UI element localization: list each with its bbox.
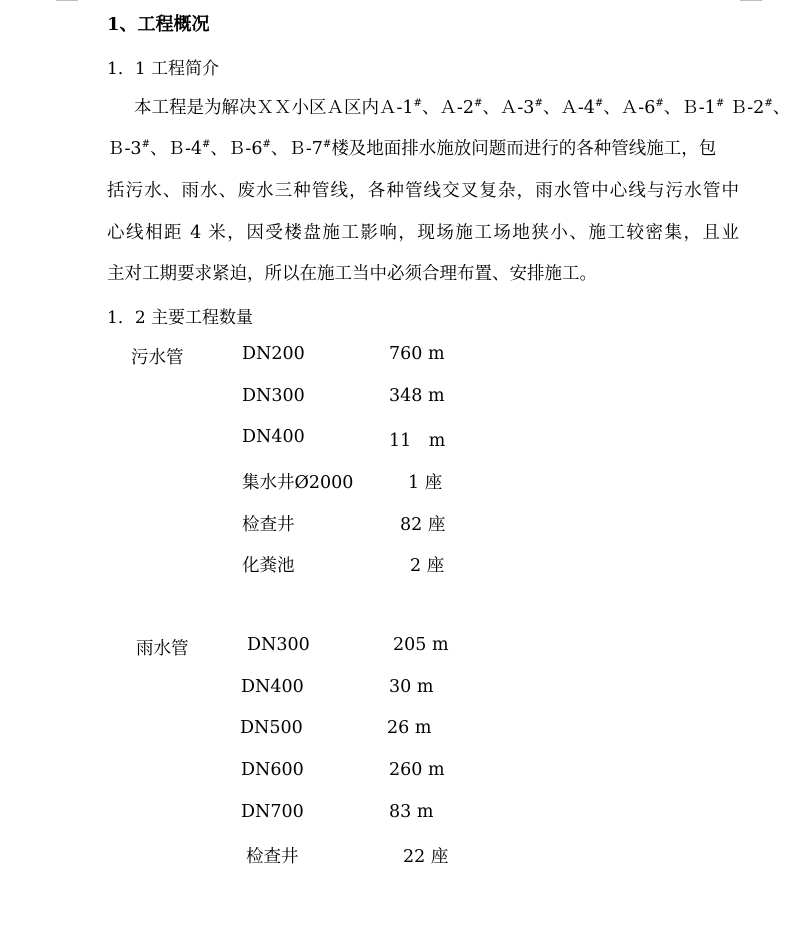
paragraph-text: 、Ｂ-4 [149,139,203,159]
paragraph-text: Ｂ-2 [724,98,765,118]
paragraph-text: 、Ａ-4 [542,98,595,118]
building-number-mark: # [594,98,604,109]
building-number-mark: # [534,98,543,109]
rain-qty: 205 m [393,635,449,655]
paragraph-text: 、Ａ-2 [421,98,474,118]
paragraph-text: 、Ｂ-6 [210,139,263,159]
sewage-qty: 760 m [389,344,445,364]
rain-qty: 260 m [389,760,445,780]
sewage-spec: DN400 [242,427,305,447]
subsection-title-1-2: 1．2 主要工程数量 [107,308,254,328]
paragraph-text: Ｂ-3 [107,139,142,159]
paragraph-line-4 [107,219,739,244]
rain-spec: 检查井 [246,847,299,867]
sewage-qty: 11 m [389,431,446,451]
paragraph-line-1 [134,94,791,119]
paragraph-text: 心线相距 4 米，因受楼盘施工影响，现场施工场地狭小、施工较密集，且业 [107,223,739,243]
sewage-spec: 检查井 [242,515,295,535]
paragraph-line-3 [107,177,739,202]
page-corner-mark-right [740,0,762,3]
rain-qty: 26 m [387,718,432,738]
paragraph-text: 本工程是为解决ＸＸ小区Ａ区内Ａ-1 [134,98,414,118]
rain-qty: 22 座 [403,847,449,867]
rain-spec: DN700 [241,802,304,822]
building-number-mark: # [141,139,150,150]
paragraph-text: 、Ａ-6 [603,98,656,118]
building-number-mark: # [262,139,271,150]
sewage-qty: 82 座 [400,515,446,535]
rain-spec: DN500 [240,718,303,738]
rain-spec: DN600 [241,760,304,780]
building-number-mark: # [764,98,773,109]
sewage-spec: 集水井Ø2000 [242,473,354,493]
sewage-qty: 348 m [389,386,445,406]
sewage-qty: 1 座 [408,473,443,493]
sewage-pipe-label: 污水管 [131,348,184,368]
subsection-title-1-1: 1．1 工程简介 [107,59,220,79]
sewage-qty: 2 座 [410,556,445,576]
building-number-mark: # [715,98,725,109]
sewage-spec: DN200 [242,344,305,364]
building-number-mark: # [474,98,483,109]
paragraph-line-5 [107,260,597,285]
paragraph-text: 括污水、雨水、废水三种管线，各种管线交叉复杂，雨水管中心线与污水管中 [107,181,739,201]
rain-spec: DN300 [247,635,310,655]
building-number-mark: # [202,139,211,150]
paragraph-text: 、Ｂ-1 [663,98,716,118]
paragraph-text: 主对工期要求紧迫，所以在施工当中必须合理布置、安排施工。 [107,264,597,284]
building-number-mark: # [322,139,332,150]
paragraph-text: 、Ａ-3 [482,98,535,118]
building-number-mark: # [413,98,422,109]
sewage-spec: 化粪池 [242,556,295,576]
sewage-spec: DN300 [242,386,305,406]
paragraph-text: 、Ｂ-7 [270,139,323,159]
page-corner-mark-left [56,0,78,3]
paragraph-line-2 [107,135,716,160]
section-heading: 1、工程概况 [107,14,210,35]
building-number-mark: # [655,98,664,109]
paragraph-text: 楼及地面排水施放问题而进行的各种管线施工，包 [331,139,717,159]
rain-qty: 83 m [389,802,434,822]
rain-qty: 30 m [389,677,434,697]
rain-spec: DN400 [241,677,304,697]
paragraph-text: 、 [772,98,791,118]
rain-pipe-label: 雨水管 [136,639,189,659]
